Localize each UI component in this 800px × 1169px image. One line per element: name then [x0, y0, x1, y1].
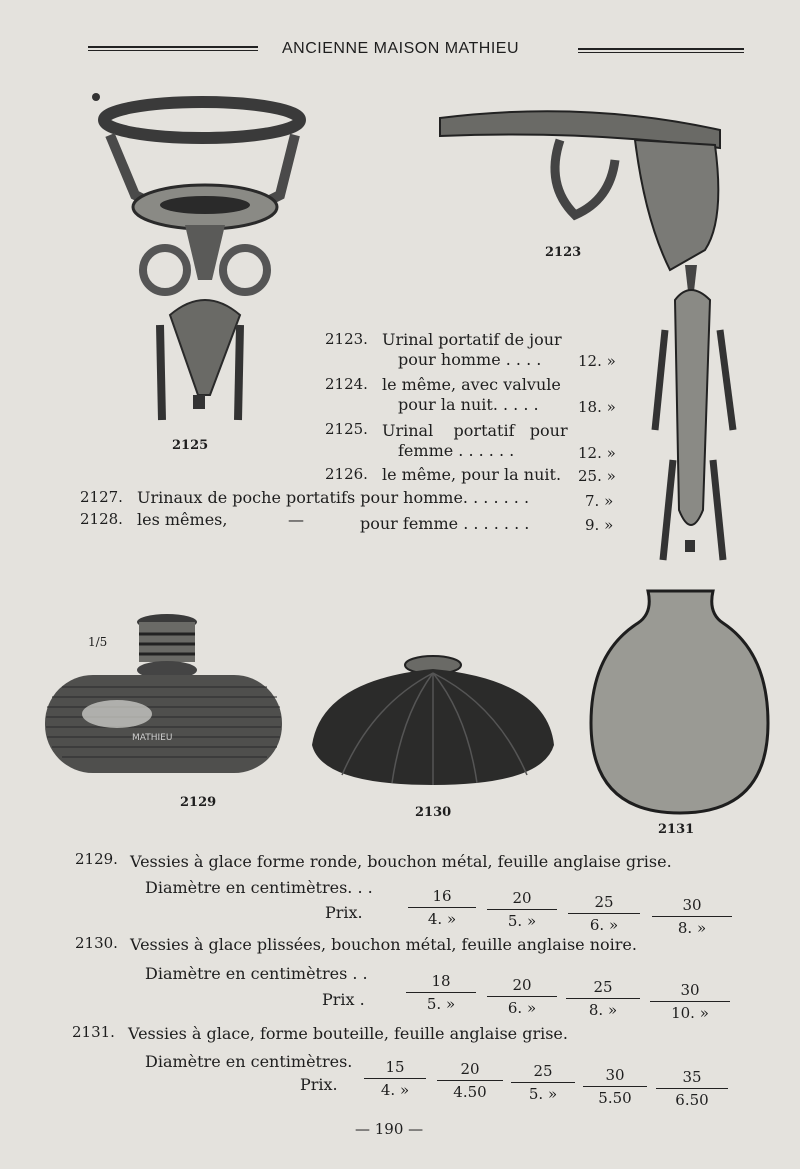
item-price: 9. » [585, 516, 614, 534]
size-price-cell [406, 972, 476, 1013]
size-price-cell [652, 896, 732, 937]
size-price-cell [511, 1062, 575, 1103]
header-rule-right [578, 48, 744, 53]
ice-bag-bottle-illustration [588, 588, 771, 818]
header-title: ANCIENNE MAISON MATHIEU [282, 40, 519, 57]
ice-bag-round-illustration [42, 612, 287, 777]
item-description: les mêmes, [137, 510, 228, 529]
ditto-dash: — [288, 510, 304, 529]
item-price: 25. » [578, 467, 616, 485]
diameter-value: 35 [656, 1068, 728, 1089]
diameter-value: 30 [650, 981, 730, 1002]
item-price: 12. » [578, 444, 616, 462]
price-value: 4. » [427, 910, 457, 928]
caption-2131: 2131 [658, 822, 695, 837]
ice-bag-pleated-illustration [312, 655, 557, 787]
item-description-cont: femme . . . . . . [398, 441, 515, 460]
price-value: 5. » [528, 1085, 558, 1103]
size-price-cell [437, 1060, 503, 1101]
diameter-value: 15 [364, 1058, 426, 1079]
section-number: 2131. [72, 1023, 115, 1041]
caption-2125: 2125 [172, 438, 209, 453]
item-description: Urinaux de poche portatifs pour homme. . . . . . . [137, 488, 530, 507]
price-value: 5. » [426, 995, 456, 1013]
item-description: Urinal portatif pour [382, 421, 568, 440]
section-description: Vessies à glace, forme bouteille, feuille anglaise grise. [128, 1024, 568, 1043]
price-value: 4.50 [453, 1083, 487, 1101]
header-rule-left [88, 46, 258, 51]
price-value: 6. » [589, 916, 619, 934]
diameter-value: 30 [583, 1066, 647, 1087]
price-value: 5. » [507, 912, 537, 930]
item-number: 2126. [325, 465, 368, 483]
page-header [0, 40, 800, 60]
diameter-value: 16 [408, 887, 476, 908]
caption-2123: 2123 [545, 245, 582, 260]
size-price-cell [656, 1068, 728, 1109]
price-value: 4. » [380, 1081, 410, 1099]
item-number: 2123. [325, 330, 368, 348]
size-price-cell [487, 889, 557, 930]
size-price-cell [408, 887, 476, 928]
size-price-cell [650, 981, 730, 1022]
diameter-value: 25 [566, 978, 640, 999]
size-price-cell [583, 1066, 647, 1107]
price-value: 5.50 [598, 1089, 632, 1107]
item-number: 2125. [325, 420, 368, 438]
section-description: Vessies à glace forme ronde, bouchon métal, feuille anglaise grise. [130, 852, 672, 871]
item-description: le même, avec valvule [382, 375, 561, 394]
item-description-cont: pour femme . . . . . . . [360, 514, 530, 533]
item-description: le même, pour la nuit. [382, 465, 562, 484]
svg-text:MATHIEU: MATHIEU [132, 733, 173, 743]
size-price-cell [487, 976, 557, 1017]
item-description-cont: pour homme . . . . [398, 350, 542, 369]
diameter-value: 30 [652, 896, 732, 917]
page-number: — 190 — [355, 1120, 424, 1138]
caption-2129: 2129 [180, 795, 217, 810]
diameter-value: 20 [437, 1060, 503, 1081]
item-price: 12. » [578, 352, 616, 370]
price-label: Prix . [322, 990, 365, 1009]
price-value: 6. » [507, 999, 537, 1017]
diameter-value: 20 [487, 889, 557, 910]
caption-2130: 2130 [415, 805, 452, 820]
section-description: Vessies à glace plissées, bouchon métal, feuille anglaise noire. [130, 935, 637, 954]
section-number: 2130. [75, 934, 118, 952]
item-description: Urinal portatif de jour [382, 330, 562, 349]
size-price-cell [566, 978, 640, 1019]
urinal-female-illustration [90, 85, 310, 430]
size-price-cell [568, 893, 640, 934]
diameter-value: 20 [487, 976, 557, 997]
diameter-value: 25 [568, 893, 640, 914]
price-label: Prix. [300, 1075, 338, 1094]
item-price: 7. » [585, 492, 614, 510]
section-number: 2129. [75, 850, 118, 868]
diameter-label: Diamètre en centimètres. . . [145, 878, 373, 897]
scale-label: 1/5 [88, 635, 108, 649]
price-value: 10. » [671, 1004, 709, 1022]
price-value: 6.50 [675, 1091, 709, 1109]
item-number: 2124. [325, 375, 368, 393]
item-price: 18. » [578, 398, 616, 416]
item-description-cont: pour la nuit. . . . . [398, 395, 539, 414]
item-number: 2128. [80, 510, 123, 528]
item-number: 2127. [80, 488, 123, 506]
price-value: 8. » [677, 919, 707, 937]
price-label: Prix. [325, 903, 363, 922]
size-price-cell [364, 1058, 426, 1099]
price-value: 8. » [588, 1001, 618, 1019]
diameter-label: Diamètre en centimètres . . [145, 964, 368, 983]
diameter-value: 25 [511, 1062, 575, 1083]
diameter-label: Diamètre en centimètres. [145, 1052, 353, 1071]
diameter-value: 18 [406, 972, 476, 993]
